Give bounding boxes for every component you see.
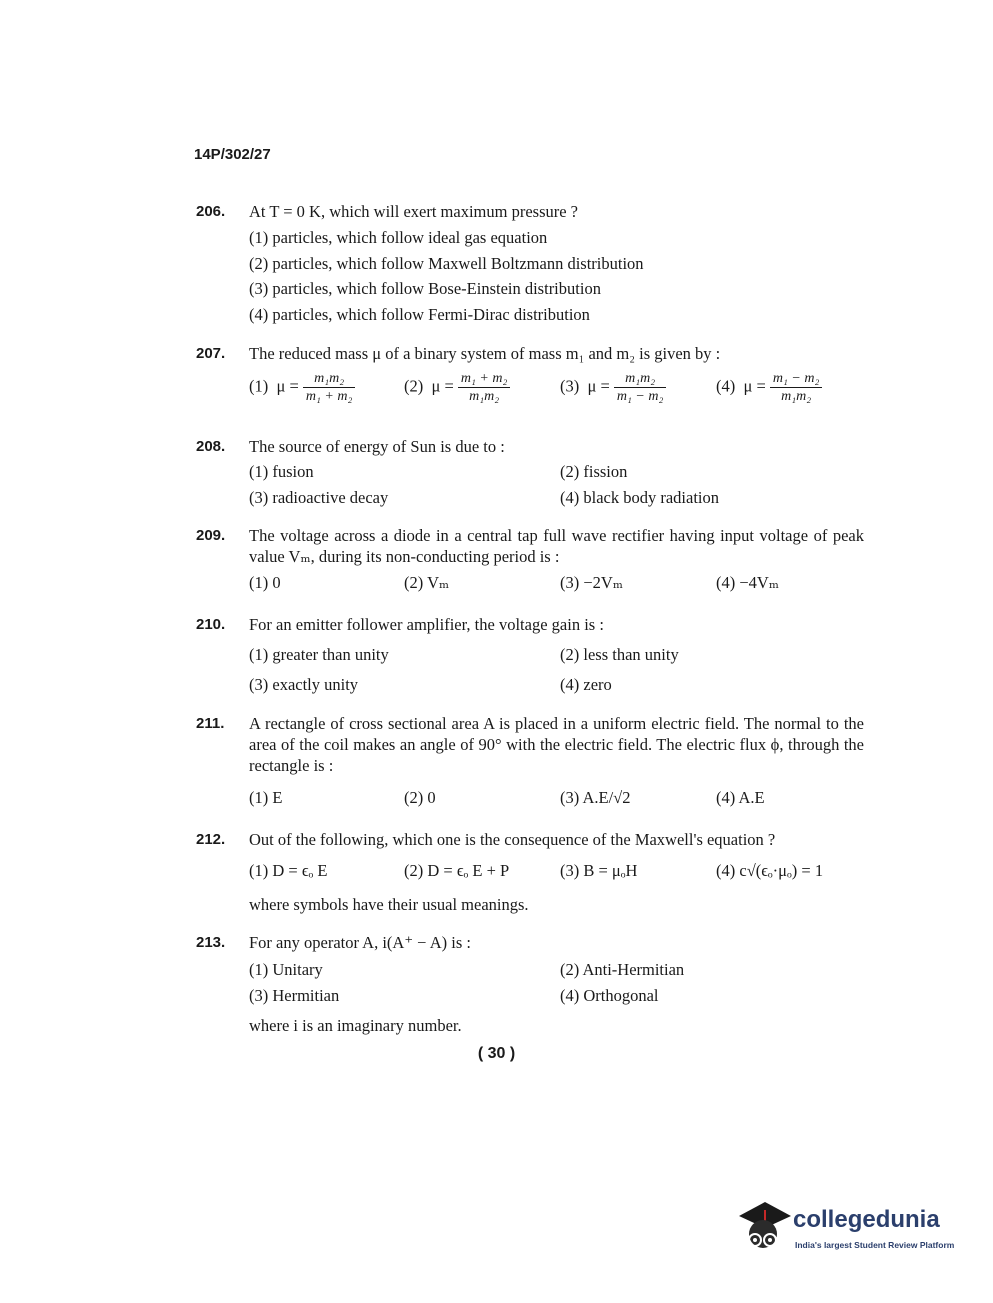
option-1: (1) D = ϵₒ E	[249, 861, 328, 880]
question-number: 209.	[196, 527, 226, 544]
option-4: (4) Orthogonal	[560, 986, 659, 1005]
question-number: 208.	[196, 438, 226, 455]
option-3: (3) exactly unity	[249, 675, 359, 694]
question-text: The voltage across a diode in a central tap full wave rectifier having input voltage of peak value Vₘ, during its non-conducting period is :	[249, 526, 864, 566]
option-3: (3) B = μₒH	[560, 861, 638, 880]
option-4: (4) −4Vₘ	[716, 573, 779, 592]
question-208	[196, 436, 864, 513]
option-3: (3) −2Vₘ	[560, 573, 623, 592]
page-number: ( 30 )	[477, 1045, 516, 1062]
question-text: Out of the following, which one is the consequence of the Maxwell's equation ?	[249, 830, 776, 849]
option-4: (4) μ = $\frac{\text{m₁ − m₂}}{\text{m₁m₂}}$	[716, 370, 822, 405]
question-text: At T = 0 K, which will exert maximum pressure ?	[249, 202, 579, 221]
denominator: m₁m₂	[781, 389, 812, 404]
question-number: 210.	[196, 616, 226, 633]
question-text: The reduced mass μ of a binary system of mass m₁ and m₂ is given by :	[249, 344, 721, 363]
question-213	[196, 932, 864, 1036]
option-4: (4) zero	[560, 675, 612, 694]
option-2: (2) μ = $\frac{\text{m₁ + m₂}}{\text{m₁m₂}}$	[404, 370, 510, 405]
option-1: (1) fusion	[249, 462, 314, 481]
question-text: For any operator A, i(A⁺ − A) is :	[249, 933, 471, 952]
denominator: m₁ + m₂	[305, 389, 353, 404]
question-number: 213.	[196, 934, 226, 951]
option-2: (2) particles, which follow Maxwell Boltzmann distribution	[249, 253, 644, 273]
question-text: For an emitter follower amplifier, the voltage gain is :	[249, 615, 604, 634]
option-1: (1) particles, which follow ideal gas equation	[249, 228, 548, 247]
option-2: (2) Anti-Hermitian	[560, 960, 685, 979]
option-4: (4) particles, which follow Fermi-Dirac distribution	[249, 304, 590, 324]
option-3: (3) radioactive decay	[249, 488, 389, 507]
question-212	[196, 829, 864, 915]
option-3: (3) particles, which follow Bose-Einstein distribution	[249, 279, 601, 298]
logo-tagline: India's largest Student Review Platform	[795, 1240, 955, 1250]
option-2: (2) D = ϵₒ E + P	[404, 861, 510, 880]
question-text: The source of energy of Sun is due to :	[249, 437, 505, 456]
paper-code: 14P/302/27	[194, 146, 271, 163]
numerator: m₁ + m₂	[458, 370, 510, 388]
option-1: (1) 0	[249, 573, 281, 592]
option-2: (2) fission	[560, 462, 628, 481]
denominator: m₁m₂	[469, 389, 500, 404]
option-3: (3) μ = $\frac{\text{m₁m₂}}{\text{m₁ − m₂}}$	[560, 370, 666, 405]
question-210	[196, 614, 864, 700]
collegedunia-logo	[735, 1196, 965, 1260]
question-number: 207.	[196, 345, 226, 362]
option-2: (2) 0	[404, 788, 436, 807]
question-number: 211.	[196, 715, 225, 732]
numerator: m₁m₂	[303, 370, 355, 388]
question-note: where symbols have their usual meanings.	[249, 895, 529, 914]
logo-wordmark: collegedunia	[793, 1206, 940, 1233]
question-text: A rectangle of cross sectional area A is placed in a uniform electric field. The normal to the area of the coil makes an angle of 90° with the electric field. The electric flux ϕ, through the rectangle is :	[249, 714, 864, 775]
question-207	[196, 343, 864, 416]
option-4: (4) black body radiation	[560, 488, 719, 507]
numerator: m₁ − m₂	[770, 370, 822, 388]
question-206	[196, 201, 864, 329]
mascot-icon	[735, 1196, 793, 1254]
question-209	[196, 525, 864, 598]
denominator: m₁ − m₂	[616, 389, 664, 404]
option-1: (1) Unitary	[249, 960, 323, 979]
option-2: (2) less than unity	[560, 645, 679, 664]
option-2: (2) Vₘ	[404, 573, 450, 592]
question-number: 206.	[196, 203, 226, 220]
question-note: where i is an imaginary number.	[249, 1016, 462, 1035]
option-1: (1) μ = $\frac{\text{m₁m₂}}{\text{m₁ + m₂}}$	[249, 370, 355, 405]
option-4: (4) c√(ϵₒ·μₒ) = 1	[716, 861, 824, 880]
option-1: (1) E	[249, 788, 283, 807]
option-1: (1) greater than unity	[249, 645, 389, 664]
option-3: (3) Hermitian	[249, 986, 340, 1005]
option-4: (4) A.E	[716, 788, 765, 807]
question-211	[196, 713, 864, 813]
question-number: 212.	[196, 831, 226, 848]
option-3: (3) A.E/√2	[560, 788, 631, 807]
numerator: m₁m₂	[614, 370, 666, 388]
